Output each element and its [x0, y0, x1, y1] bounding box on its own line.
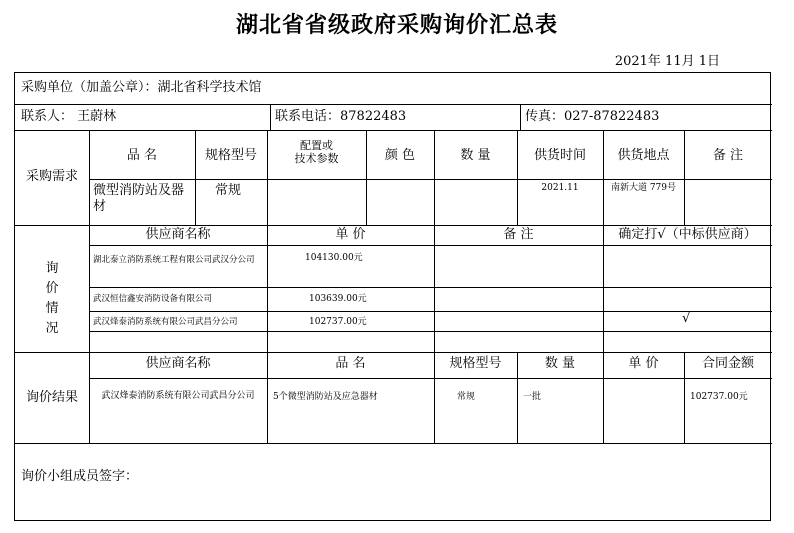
purchasing-unit: 采购单位（加盖公章）：湖北省科学技术馆 [21, 80, 262, 95]
res-col-spec: 规格型号 [449, 356, 502, 371]
inq-row-3-winner-check: √ [682, 311, 691, 326]
contact-phone: 联系电话：87822483 [275, 109, 407, 124]
fax-number: 传真：027-87822483 [525, 109, 660, 124]
inq-col-supplier: 供应商名称 [145, 227, 211, 242]
req-col-spec: 规格型号 [204, 148, 257, 163]
inq-col-remark: 备 注 [503, 227, 534, 242]
res-quantity: 一批 [523, 392, 542, 402]
req-col-quantity: 数 量 [460, 148, 491, 163]
inquiry-summary-table [14, 72, 771, 521]
req-item-place: 南新大道 779号 [610, 183, 677, 193]
res-amount: 102737.00元 [690, 392, 748, 402]
result-label: 询价结果 [25, 390, 78, 405]
req-col-remark: 备 注 [712, 148, 744, 163]
inq-row-2-price: 103639.00元 [309, 294, 367, 304]
req-col-color: 颜 色 [384, 148, 416, 163]
res-item-name: 5个微型消防站及应急器材 [273, 392, 378, 402]
res-col-price: 单 价 [628, 356, 659, 371]
inquiry-label: 询价情况 [45, 261, 59, 336]
req-col-config: 配置或 技术参数 [294, 139, 339, 166]
inq-row-1-supplier: 湖北泰立消防系统工程有限公司武汉分公司 [93, 255, 255, 265]
signature-label: 询价小组成员签字： [21, 469, 139, 484]
requirement-label: 采购需求 [25, 169, 78, 184]
req-col-time: 供货时间 [533, 148, 586, 163]
inq-row-1-price: 104130.00元 [305, 253, 363, 263]
res-col-supplier: 供应商名称 [145, 356, 211, 371]
res-col-name: 品 名 [335, 356, 366, 371]
inq-row-3-price: 102737.00元 [309, 317, 367, 327]
document-title: 湖北省省级政府采购询价汇总表 [235, 12, 558, 38]
inq-row-2-supplier: 武汉恒信鑫安消防设备有限公司 [93, 294, 213, 304]
document-date: 2021年 11月 1日 [614, 54, 720, 69]
res-supplier: 武汉烽泰消防系统有限公司武昌分公司 [101, 391, 255, 401]
inq-col-winner: 确定打√（中标供应商） [618, 227, 757, 242]
inq-row-3-supplier: 武汉烽泰消防系统有限公司武昌分公司 [93, 317, 238, 327]
res-spec: 常规 [457, 392, 476, 402]
req-item-spec: 常规 [215, 183, 242, 198]
inq-col-price: 单 价 [335, 227, 366, 242]
req-item-name: 微型消防站及器材 [93, 183, 185, 214]
req-col-place: 供货地点 [617, 148, 670, 163]
res-col-quantity: 数 量 [544, 356, 576, 371]
contact-person: 联系人： 王蔚林 [21, 109, 117, 124]
req-col-name: 品 名 [126, 148, 158, 163]
res-col-amount: 合同金额 [701, 356, 754, 371]
req-item-time: 2021.11 [541, 183, 579, 193]
